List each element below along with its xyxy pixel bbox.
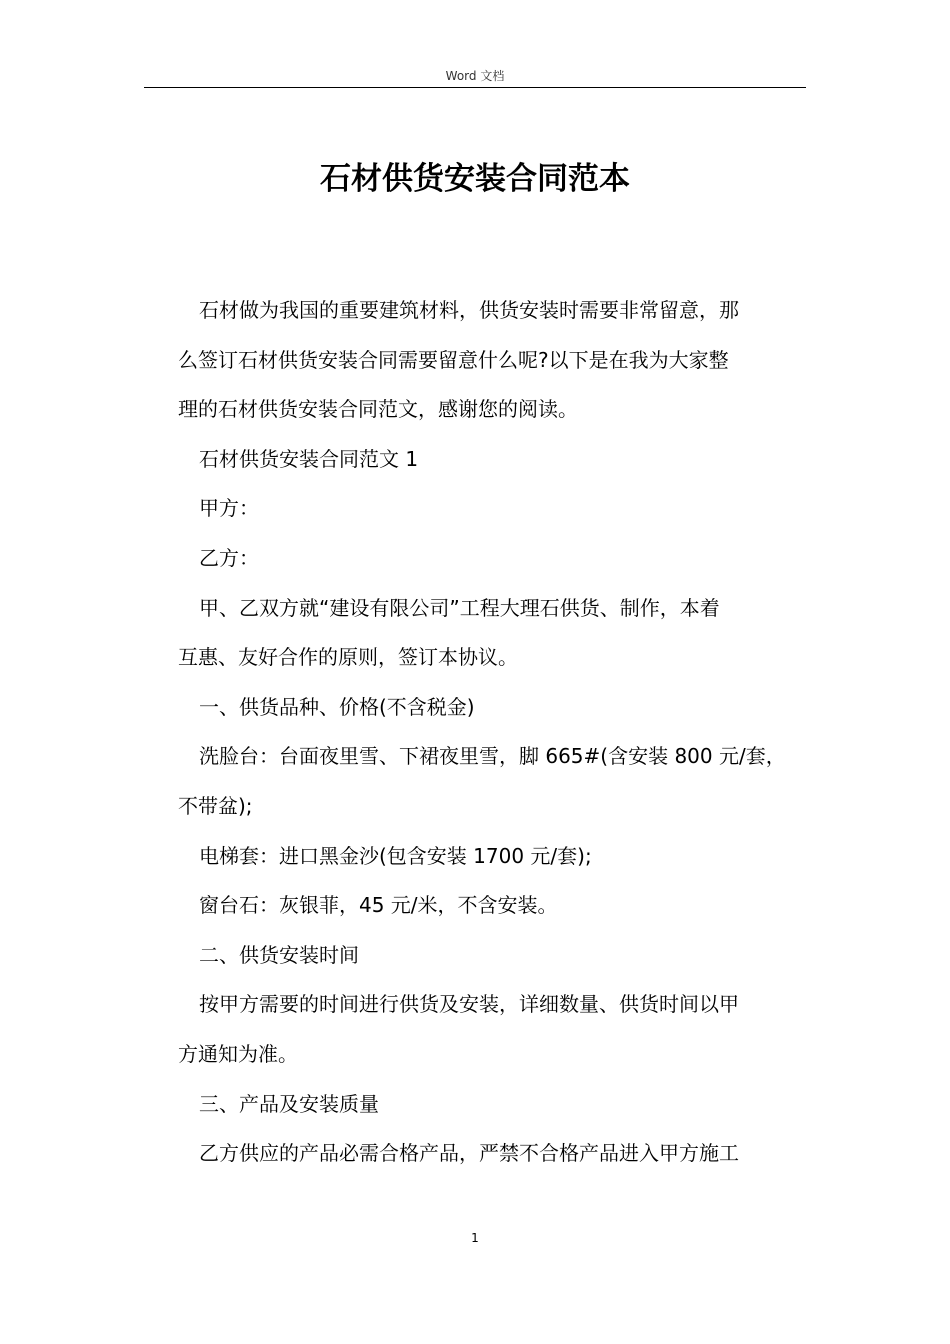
text-line: 窗台石：灰银菲，45 元/米，不含安装。 [199, 893, 558, 918]
text-line: 甲、乙双方就“建设有限公司”工程大理石供货、制作，本着 [199, 595, 720, 620]
clause-heading: 一、供货品种、价格(不含税金) [199, 694, 475, 719]
text-line: 理的石材供货安装合同范文，感谢您的阅读。 [178, 397, 578, 422]
text-line: 乙方： [199, 545, 259, 570]
text-line: 不带盆); [178, 793, 253, 818]
header-divider [144, 87, 806, 88]
clause-heading: 三、产品及安装质量 [199, 1091, 379, 1116]
section-heading: 石材供货安装合同范文 1 [199, 446, 419, 471]
page-number: 1 [471, 1231, 479, 1245]
text-line: 电梯套：进口黑金沙(包含安装 1700 元/套); [199, 843, 592, 868]
text-line: 乙方供应的产品必需合格产品，严禁不合格产品进入甲方施工 [199, 1141, 739, 1166]
document-title: 石材供货安装合同范本 [320, 161, 630, 197]
text-line: 洗脸台：台面夜里雪、下裙夜里雪，脚 665#(含安装 800 元/套， [199, 744, 786, 769]
text-line: 石材做为我国的重要建筑材料，供货安装时需要非常留意，那 [199, 298, 739, 322]
text-line: 方通知为准。 [178, 1041, 298, 1066]
text-line: 甲方： [199, 496, 259, 521]
document-body [178, 286, 804, 1179]
text-line: 按甲方需要的时间进行供货及安装，详细数量、供货时间以甲 [199, 992, 739, 1017]
text-line: 么签订石材供货安装合同需要留意什么呢?以下是在我为大家整 [178, 347, 729, 372]
header-text: Word 文档 [445, 69, 505, 83]
clause-heading: 二、供货安装时间 [199, 942, 359, 967]
text-line: 互惠、友好合作的原则，签订本协议。 [178, 645, 518, 670]
